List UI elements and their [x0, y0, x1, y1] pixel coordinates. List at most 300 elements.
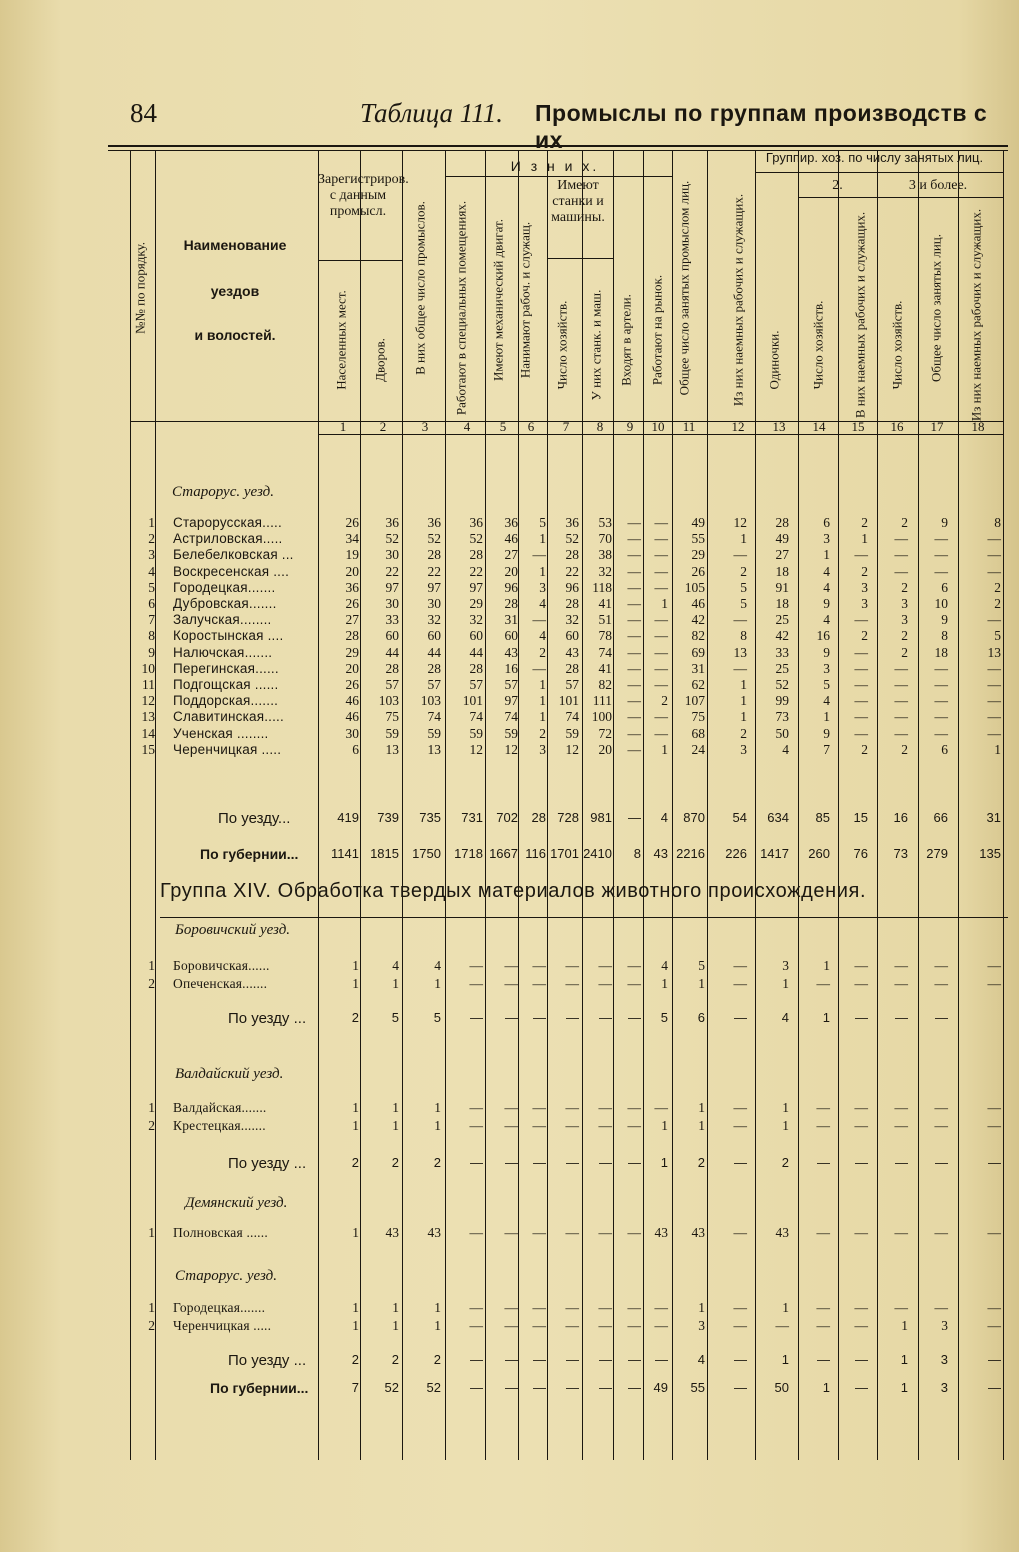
table-cell: 1 [352, 1100, 359, 1115]
table-cell: — [627, 612, 641, 628]
table-cell: — [934, 660, 948, 676]
total-cell: 135 [979, 846, 1001, 861]
total-cell: — [935, 1010, 948, 1025]
total-cell: 4 [660, 810, 668, 825]
table-cell: 3 [823, 531, 830, 547]
table-cell: 4 [823, 563, 830, 579]
col-header-name-3: и волостей. [194, 327, 276, 343]
total-cell: — [988, 1380, 1001, 1395]
table-cell: 28 [565, 596, 579, 611]
table-cell: 1 [698, 1100, 705, 1115]
table-cell: 97 [469, 579, 483, 595]
table-cell: 97 [504, 693, 518, 709]
table-cell: — [654, 628, 668, 644]
table-cell: 36 [504, 515, 518, 530]
total-cell: 2410 [583, 846, 612, 861]
table-cell: 2 [901, 628, 908, 644]
column-divider [402, 150, 403, 1460]
top-rule [108, 145, 1008, 147]
table-cell: 52 [775, 677, 789, 692]
total-cell: 739 [377, 810, 399, 825]
total-cell: — [734, 1010, 747, 1025]
row-number: 1 [148, 1300, 155, 1315]
table-cell: — [627, 741, 641, 757]
col-header-9: Входят в артели. [618, 294, 634, 386]
table-cell: 57 [427, 677, 441, 692]
total-cell: — [470, 1380, 483, 1395]
total-cell: 226 [725, 846, 747, 861]
table-cell: — [733, 958, 747, 973]
table-cell: 3 [539, 579, 546, 595]
table-cell: 27 [775, 547, 789, 563]
table-cell: 8 [740, 628, 747, 644]
table-cell: 74 [504, 709, 518, 725]
table-cell: — [469, 1100, 483, 1115]
total-cell: — [599, 1155, 612, 1170]
column-divider [877, 150, 878, 1460]
row-number: 1 [148, 958, 155, 973]
col-header-6: Нанимают рабоч. и служащ. [517, 221, 533, 379]
row-number: 1 [148, 1100, 155, 1115]
table-cell: — [816, 976, 830, 991]
row-name: Крестецкая....... [173, 1118, 266, 1133]
table-cell: — [854, 612, 868, 628]
table-cell: — [565, 1118, 579, 1133]
table-cell: — [627, 596, 641, 611]
row-name: Черенчицкая ..... [173, 741, 282, 757]
table-cell: 1 [352, 1118, 359, 1133]
row-name: Городецкая....... [173, 1300, 266, 1315]
table-cell: 12 [469, 741, 483, 757]
table-cell: — [894, 709, 908, 725]
table-cell: 20 [504, 563, 518, 579]
total-cell: — [470, 1010, 483, 1025]
table-cell: 30 [385, 547, 399, 563]
table-cell: 28 [469, 547, 483, 563]
table-cell: 41 [598, 660, 612, 676]
col-header-11: Общее число занятых промыслом лиц. [676, 180, 692, 396]
table-cell: — [627, 709, 641, 725]
table-cell: — [987, 1318, 1001, 1333]
table-cell: — [627, 1100, 641, 1115]
table-cell: 2 [539, 725, 546, 741]
row-name: Полновская ...... [173, 1225, 268, 1240]
total-cell: 419 [337, 810, 359, 825]
table-cell: 1 [823, 958, 830, 973]
col-header-8: У них станк. и маш. [588, 289, 604, 401]
table-cell: — [775, 1318, 789, 1333]
row-name: Белебелковская ... [173, 547, 294, 563]
table-cell: — [532, 976, 546, 991]
total-cell: 6 [697, 1010, 705, 1025]
table-cell: 96 [565, 579, 579, 595]
table-cell: 4 [823, 612, 830, 628]
total-cell: 735 [419, 810, 441, 825]
row-name: Ученская ........ [173, 725, 269, 741]
table-cell: 101 [462, 693, 483, 709]
table-cell: — [627, 677, 641, 692]
table-cell: 33 [775, 644, 789, 660]
total-cell: — [628, 1155, 641, 1170]
table-cell: — [469, 976, 483, 991]
column-divider [838, 150, 839, 1460]
total-cell: — [734, 1352, 747, 1367]
total-cell: 1 [781, 1352, 789, 1367]
table-cell: 27 [504, 547, 518, 563]
table-cell: 33 [385, 612, 399, 628]
table-cell: — [733, 660, 747, 676]
row-number: 2 [148, 1118, 155, 1133]
table-cell: — [654, 709, 668, 725]
table-cell: 2 [901, 741, 908, 757]
table-cell: 96 [504, 579, 518, 595]
table-cell: 60 [385, 628, 399, 644]
row-number: 8 [148, 628, 155, 644]
total-cell: 2 [781, 1155, 789, 1170]
table-cell: 1 [539, 563, 546, 579]
table-cell: 1 [434, 1118, 441, 1133]
table-cell: 59 [427, 725, 441, 741]
table-cell: 4 [823, 693, 830, 709]
total-cell: — [628, 810, 641, 825]
row-number: 12 [141, 693, 155, 709]
total-cell: — [817, 1155, 830, 1170]
table-cell: — [854, 1318, 868, 1333]
total-cell: — [566, 1352, 579, 1367]
col-header-17: Общее число занятых лиц. [928, 234, 944, 382]
column-divider [643, 150, 644, 1460]
table-cell: 9 [823, 725, 830, 741]
table-cell: 18 [775, 596, 789, 611]
col-header-5: Имеют механический двигат. [490, 218, 506, 382]
table-cell: — [733, 1100, 747, 1115]
table-cell: — [894, 1100, 908, 1115]
total-cell: 7 [351, 1380, 359, 1395]
table-cell: — [894, 531, 908, 547]
table-cell: 3 [901, 612, 908, 628]
table-cell: 31 [691, 660, 705, 676]
table-cell: 43 [691, 1225, 705, 1240]
total-cell: 2 [391, 1352, 399, 1367]
total-cell: 2 [351, 1155, 359, 1170]
table-cell: — [504, 1318, 518, 1333]
table-cell: 30 [385, 596, 399, 611]
table-cell: — [532, 660, 546, 676]
total-cell: — [855, 1380, 868, 1395]
col-header-4: Работают в специальных помещениях. [453, 200, 469, 416]
table-cell: 59 [469, 725, 483, 741]
table-cell: 28 [427, 660, 441, 676]
total-cell: 2 [433, 1352, 441, 1367]
table-cell: — [598, 976, 612, 991]
table-cell: 25 [775, 660, 789, 676]
total-cell: — [855, 1155, 868, 1170]
total-cell: — [655, 1352, 668, 1367]
table-cell: 32 [427, 612, 441, 628]
table-cell: — [469, 958, 483, 973]
total-cell: 1 [660, 1155, 668, 1170]
row-name: Боровичская...... [173, 958, 270, 973]
row-number: 5 [148, 579, 155, 595]
table-cell: — [504, 1118, 518, 1133]
total-cell: 4 [697, 1352, 705, 1367]
table-cell: 1 [698, 976, 705, 991]
table-cell: 7 [823, 741, 830, 757]
total-cell: — [817, 1352, 830, 1367]
total-cell: 116 [525, 846, 546, 861]
table-cell: — [504, 1300, 518, 1315]
col-group-registered: Зарегистриров. с данным промысл. [318, 172, 409, 219]
table-cell: — [469, 1225, 483, 1240]
row-name: Городецкая....... [173, 579, 276, 595]
total-label: По уезду... [218, 810, 291, 827]
col-header-15: В них наемных рабочих и служащих. [852, 211, 868, 419]
table-cell: 36 [427, 515, 441, 530]
table-cell: 82 [598, 677, 612, 692]
total-cell: 702 [496, 810, 518, 825]
column-number: 14 [812, 419, 826, 434]
table-cell: 72 [598, 725, 612, 741]
table-cell: 52 [469, 531, 483, 547]
col-header-1: Населенных мест. [333, 290, 349, 390]
table-cell: — [987, 563, 1001, 579]
column-divider [318, 150, 319, 1460]
table-cell: 59 [565, 725, 579, 741]
table-cell: 20 [598, 741, 612, 757]
table-cell: — [654, 644, 668, 660]
table-cell: 22 [385, 563, 399, 579]
table-cell: 59 [385, 725, 399, 741]
table-cell: — [894, 693, 908, 709]
table-cell: 8 [994, 515, 1001, 530]
total-cell: — [895, 1010, 908, 1025]
table-cell: — [987, 976, 1001, 991]
table-cell: — [934, 693, 948, 709]
total-cell: — [505, 1010, 518, 1025]
table-cell: — [469, 1118, 483, 1133]
table-cell: 103 [420, 693, 441, 709]
table-cell: — [987, 612, 1001, 628]
total-label: По уезду ... [228, 1155, 307, 1172]
table-cell: 74 [469, 709, 483, 725]
table-cell: 1 [661, 1118, 668, 1133]
table-cell: 46 [345, 709, 359, 725]
table-cell: 46 [691, 596, 705, 611]
table-cell: — [816, 1318, 830, 1333]
column-number: 15 [851, 419, 865, 434]
row-number: 1 [148, 515, 155, 530]
total-cell: — [533, 1352, 546, 1367]
row-name: Черенчицкая ..... [173, 1318, 272, 1333]
table-cell: 30 [427, 596, 441, 611]
row-name: Славитинская..... [173, 709, 284, 725]
table-cell: 1 [539, 531, 546, 547]
table-cell: 1 [782, 1118, 789, 1133]
total-cell: 731 [461, 810, 483, 825]
table-cell: 4 [661, 958, 668, 973]
table-cell: 36 [565, 515, 579, 530]
total-cell: — [855, 1352, 868, 1367]
table-cell: 50 [775, 725, 789, 741]
table-cell: 1 [782, 1300, 789, 1315]
col-group-3-plus: 3 и более. [908, 178, 968, 193]
table-cell: — [598, 1100, 612, 1115]
column-number: 13 [772, 419, 786, 434]
table-cell: 22 [469, 563, 483, 579]
table-cell: 118 [592, 579, 612, 595]
table-cell: — [565, 976, 579, 991]
table-cell: 28 [565, 660, 579, 676]
table-cell: — [934, 1225, 948, 1240]
table-cell: 2 [901, 579, 908, 595]
table-cell: — [854, 1300, 868, 1315]
table-cell: 69 [691, 644, 705, 660]
total-cell: — [566, 1380, 579, 1395]
table-cell: 29 [691, 547, 705, 563]
table-cell: — [894, 563, 908, 579]
col-group-stanki: Имеют станки и машины. [551, 178, 605, 225]
table-cell: — [987, 677, 1001, 692]
col-header-name-2: уездов [210, 283, 260, 299]
table-cell: — [654, 1318, 668, 1333]
row-name: Опеченская....... [173, 976, 268, 991]
table-cell: 13 [733, 644, 747, 660]
table-cell: — [627, 693, 641, 709]
table-cell: — [504, 1100, 518, 1115]
table-cell: 18 [934, 644, 948, 660]
total-cell: — [988, 1352, 1001, 1367]
table-cell: 32 [469, 612, 483, 628]
table-cell: 3 [539, 741, 546, 757]
table-cell: 44 [385, 644, 399, 660]
table-cell: 10 [934, 596, 948, 611]
total-cell: — [533, 1010, 546, 1025]
column-number: 3 [421, 419, 429, 434]
row-number: 9 [148, 644, 155, 660]
table-cell: — [987, 709, 1001, 725]
table-cell: — [565, 1100, 579, 1115]
table-cell: 100 [591, 709, 612, 725]
total-cell: — [734, 1155, 747, 1170]
group14-title: Группа XIV. Обработка твердых материалов животного происхождения. [160, 880, 867, 902]
col-header-7: Число хозяйств. [554, 300, 570, 390]
table-cell: 26 [345, 677, 359, 692]
table-cell: 49 [775, 531, 789, 547]
table-cell: 1 [434, 1318, 441, 1333]
column-number: 8 [596, 419, 604, 434]
column-divider [1003, 150, 1004, 1460]
row-name: Дубровская....... [173, 596, 277, 611]
table-cell: 97 [385, 579, 399, 595]
table-cell: 73 [775, 709, 789, 725]
total-cell: 2 [391, 1155, 399, 1170]
table-cell: 2 [861, 628, 868, 644]
column-divider [672, 150, 673, 1460]
table-cell: 53 [598, 515, 612, 530]
table-cell: 46 [345, 693, 359, 709]
table-cell: 60 [427, 628, 441, 644]
table-cell: — [894, 1225, 908, 1240]
table-cell: 26 [345, 596, 359, 611]
table-cell: 2 [740, 563, 747, 579]
table-cell: 68 [691, 725, 705, 741]
table-cell: — [598, 958, 612, 973]
column-divider [755, 150, 756, 1460]
table-cell: — [654, 612, 668, 628]
col-header-name-1: Наименование [183, 237, 287, 253]
table-cell: 9 [941, 515, 948, 530]
table-cell: — [532, 1100, 546, 1115]
table-cell: — [627, 1300, 641, 1315]
total-cell: — [470, 1155, 483, 1170]
table-cell: — [894, 725, 908, 741]
table-cell: 78 [598, 628, 612, 644]
column-number: 17 [930, 419, 944, 434]
table-cell: — [733, 1118, 747, 1133]
row-name: Коростынская .... [173, 628, 284, 644]
table-cell: 2 [740, 725, 747, 741]
total-cell: 28 [531, 810, 546, 825]
table-cell: 12 [565, 741, 579, 757]
table-cell: 9 [823, 596, 830, 611]
table-cell: — [654, 579, 668, 595]
table-cell: 4 [434, 958, 441, 973]
total-cell: 260 [808, 846, 830, 861]
table-cell: 3 [823, 660, 830, 676]
table-cell: 28 [504, 596, 518, 611]
row-name: Поддорская....... [173, 693, 279, 709]
table-cell: 97 [427, 579, 441, 595]
total-cell: 5 [660, 1010, 668, 1025]
row-number: 2 [148, 976, 155, 991]
column-number: 9 [626, 419, 634, 434]
table-cell: — [987, 693, 1001, 709]
table-cell: — [627, 1118, 641, 1133]
row-name: Старорусская..... [173, 515, 282, 530]
table-cell: 60 [565, 628, 579, 644]
table-cell: 43 [775, 1225, 789, 1240]
column-divider [155, 150, 156, 1460]
table-cell: 5 [994, 628, 1001, 644]
table-cell: — [934, 547, 948, 563]
table-cell: — [934, 1300, 948, 1315]
total-cell: — [505, 1155, 518, 1170]
column-divider [485, 150, 486, 1460]
table-cell: 38 [598, 547, 612, 563]
column-number: 11 [682, 419, 696, 434]
table-cell: 5 [740, 596, 747, 611]
table-cell: — [565, 958, 579, 973]
table-cell: 1 [661, 596, 668, 611]
table-cell: 1 [539, 693, 546, 709]
total-cell: — [599, 1380, 612, 1395]
table-cell: — [654, 1300, 668, 1315]
total-cell: — [855, 1010, 868, 1025]
table-cell: — [934, 531, 948, 547]
table-cell: — [654, 563, 668, 579]
table-cell: 43 [427, 1225, 441, 1240]
table-cell: 5 [698, 958, 705, 973]
row-name: Подгощская ...... [173, 677, 279, 692]
table-cell: 41 [598, 596, 612, 611]
table-cell: 4 [823, 579, 830, 595]
table-cell: 82 [691, 628, 705, 644]
table-cell: 2 [994, 579, 1001, 595]
row-name: Перегинская...... [173, 660, 279, 676]
total-cell: 3 [940, 1380, 948, 1395]
table-cell: 28 [469, 660, 483, 676]
table-cell: 74 [427, 709, 441, 725]
